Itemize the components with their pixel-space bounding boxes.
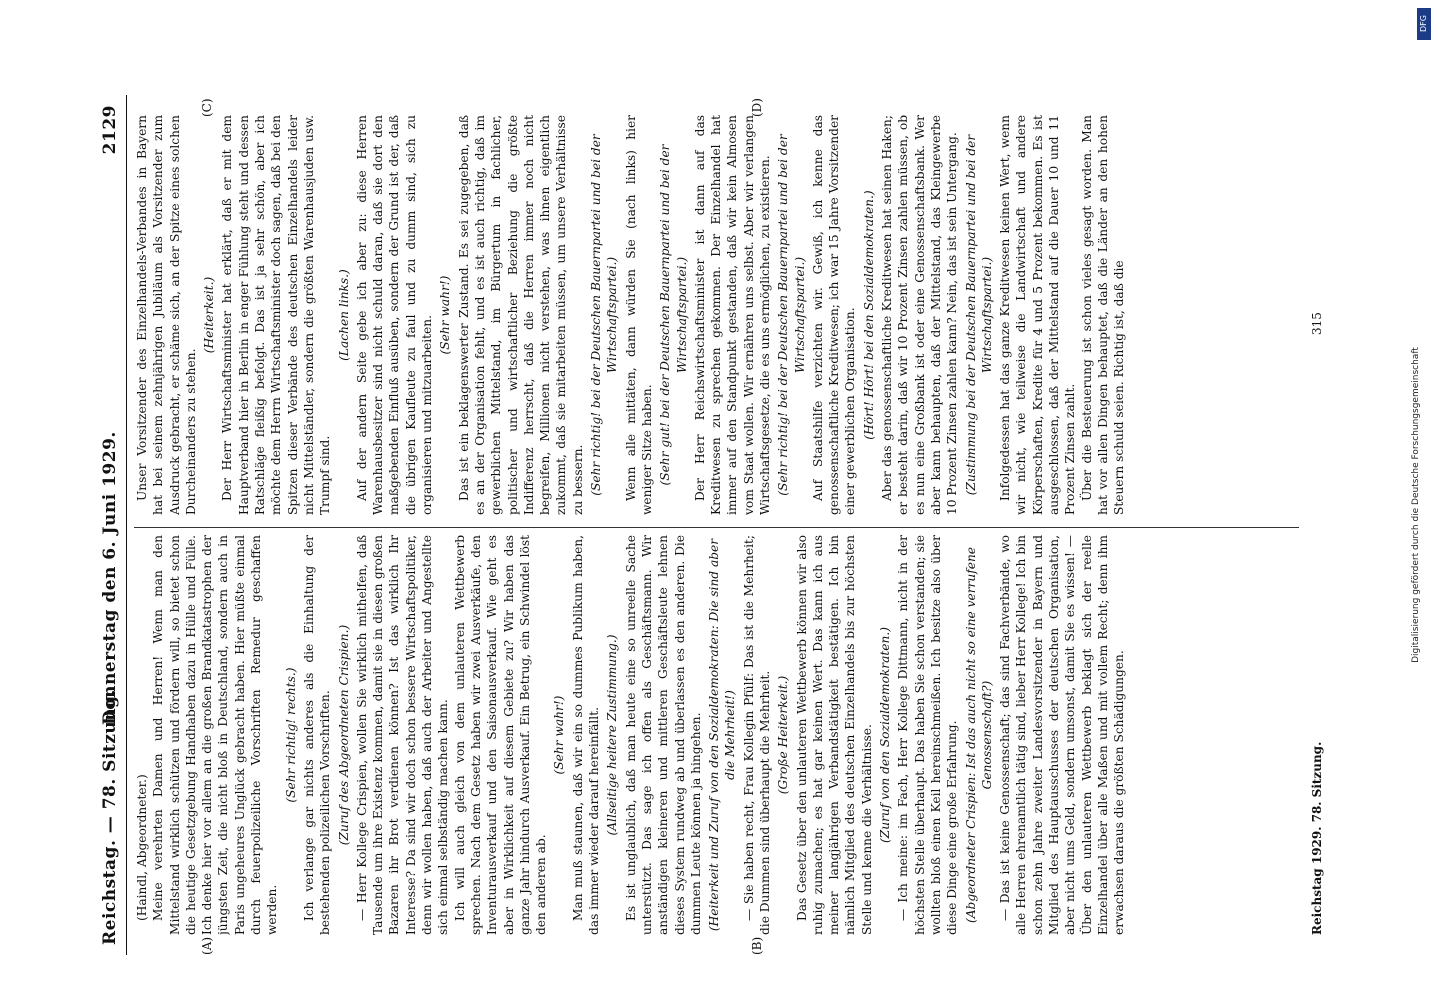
interjection: (Heiterkeit und Zuruf von den Sozialdemokraten: Die sind aber die Mehrheit!) <box>707 538 738 932</box>
paragraph: (Haindl, Abgeordneter.) <box>135 774 149 921</box>
paragraph: Unser Vorsitzender des Einzelhandels-Verbandes in Bayern hat bei seinem zehnjährigen Jubiläum als Vorsitzender zum Ausdruck gebracht, er schäme sich, an der Spitze eines solchen Durcheinanders zu stehen. <box>135 115 198 515</box>
paragraph: Es ist unglaublich, daß man heute eine so unreelle Sache unterstützt. Das sage ich offen als Geschäftsmann. Wir anständigen kleineren und mittleren Geschäftsleute lehnen dieses System rundweg ab und überlassen es den anderen. Die dummen Leute können ja hingehen. <box>623 535 703 935</box>
paragraph: Das ist ein beklagenswerter Zustand. Es sei zugegeben, daß es an der Organisation fehlt, und es ist auch richtig, daß im gewerblichen Mittelstand, im Bürgertum in fachlicher, politischer und wirtschaftlicher Beziehung die größte Indifferenz herrscht, daß die Herren immer noch nicht begreifen, Millionen nicht verstehen, was ihnen eigentlich zukommt, daß sie mitarbeiten müssen, um unsere Verhältnisse zu bessern. <box>456 115 585 515</box>
digitization-note: Digitalisierung gefördert durch die Deutsche Forschungsgemeinschaft <box>1411 347 1421 663</box>
paragraph: Über die Besteuerung ist schon vieles gesagt worden. Man hat vor allen Dingen behauptet, daß die Länder an den hohen Steuern schuld seien. Richtig ist, daß die <box>1079 115 1127 515</box>
header-rule <box>126 95 127 955</box>
interjection: (Zuruf des Abgeordneten Crispien.) <box>336 624 351 846</box>
marker-c: (C) <box>200 98 214 117</box>
marker-b: (B) <box>750 936 764 955</box>
header-left: Reichstag. — 78. Sitzung. <box>100 689 120 945</box>
interjection: (Sehr gut! bei der Deutschen Bauernpartei und bei der Wirtschaftspartei.) <box>658 144 689 486</box>
paragraph: — Das ist keine Genossenschaft; das sind Fachverbände, wo alle Herren ehrenamtlich tätig sind, lieber Herr Kollege! Ich bin schon zehn Jahre zweiter Landesvorsitzender in Bayern und Mitglied des Hauptausschusses der deutschen Organisation, aber nicht ums Geld, sondern umsonst, damit Sie es wissen! — Über den unlauteren Wettbewerb beklagt sich der reelle Einzelhandel über alle Maßen und mit vollem Recht; denn ihm erwachsen daraus die größten Schädigungen. <box>998 535 1127 935</box>
paragraph: Der Herr Reichswirtschaftsminister ist dann auf das Kreditwesen zu sprechen gekommen. Der Einzelhandel hat immer auf den Standpunkt gestanden, daß wir kein Almosen vom Staat wollen. Wir ernähren uns selbst. Aber wir verlangen Wirtschaftsgesetze, die es uns ermöglichen, zu existieren. <box>692 115 772 515</box>
marker-d: (D) <box>750 98 764 117</box>
interjection: (Lachen links.) <box>336 269 351 361</box>
paragraph: Auf Staatshilfe verzichten wir. Gewiß, ich kenne das genossenschaftliche Kreditwesen; ich war 15 Jahre Vorsitzender einer gewerblichen Organisation. <box>810 115 858 515</box>
interjection: (Hört! Hört! bei den Sozialdemokraten.) <box>861 190 876 440</box>
paragraph: — Herr Kollege Crispien, wollen Sie wirklich mithelfen, daß Tausende um ihre Existenz kommen, damit sie in diesen großen Bazaren ihr Brot verdienen können? Ist das wirklich Ihr Interesse? Da sind wir doch schon bessere Wirtschaftspolitiker, denn wir wollen haben, daß auch der Arbeiter und Angestellte sich einmal selbständig machen kann. <box>354 535 451 935</box>
interjection: (Sehr richtig! rechts.) <box>283 667 298 803</box>
page-header <box>100 95 124 955</box>
paragraph: Auf der andern Seite gebe ich aber zu: diese Herren Warenhausbesitzer sind nicht schuld daran, daß sie dort den maßgebenden Einfluß ausüben, sondern der Grund ist der, daß die übrigen Kaufleute zu faul und zu dumm sind, sich zu organisieren und mitzuarbeiten. <box>354 115 435 515</box>
interjection: (Sehr wahr!) <box>552 695 567 775</box>
marker-a: (A) <box>200 936 214 955</box>
paragraph: — Sie haben recht, Frau Kollegin Pfülf: Das ist die Mehrheit; die Dummen sind überhaupt die Mehrheit. <box>741 535 772 935</box>
left-column <box>134 535 1294 935</box>
page-inner <box>100 95 1366 955</box>
paragraph: Ich verlange gar nichts anderes als die Einhaltung der bestehenden polizeilichen Vorschriften. <box>301 535 333 935</box>
interjection: (Sehr wahr!) <box>438 275 453 355</box>
paragraph: Der Herr Wirtschaftsminister hat erklärt, daß er mit dem Hauptverband hier in Berlin in enger Fühlung steht und dessen Ratschläge fleißig befolgt. Das ist ja sehr schön, aber ich möchte dem Herrn Wirtschaftsminister doch sagen, daß bei den Spitzen dieser Verbände des deutschen Einzelhandels leider nicht Mittelständler, sondern die größten Warenhausjuden usw. Trumpf sind. <box>220 115 333 515</box>
interjection: (Heiterkeit.) <box>202 276 217 354</box>
paragraph: Aber das genossenschaftliche Kreditwesen hat seinen Haken; er besteht darin, daß wir 10 Prozent Zinsen zahlen müssen, ob es nun eine Großbank ist oder eine Genossenschaftsbank. Wer aber kann behaupten, daß der Mittelstand, das Kleingewerbe 10 Prozent Zinsen zahlen kann? Nein, das ist sein Untergang. <box>880 115 960 515</box>
footer-signature: 315 <box>1310 312 1324 335</box>
interjection: (Sehr richtig! bei der Deutschen Bauernpartei und bei der Wirtschaftspartei.) <box>776 134 807 496</box>
interjection: (Abgeordneter Crispien: Ist das auch nicht so eine verrufene Genossenschaft?) <box>963 546 994 924</box>
header-date: Donnerstag den 6. Juni 1929. <box>100 431 120 725</box>
interjection: (Allseitige heitere Zustimmung.) <box>605 634 620 836</box>
paragraph: Infolgedessen hat das ganze Kreditwesen keinen Wert, wenn wir nicht, wie teilweise die Landwirtschaft und andere Körperschaften, Kredite für 4 und 5 Prozent bekommen. Es ist ausgeschlossen, daß der Mittelstand auf die Dauer 10 und 11 Prozent Zinsen zahlt. <box>998 115 1078 515</box>
interjection: (Sehr richtig! bei der Deutschen Bauernpartei und bei der Wirtschaftspartei.) <box>589 134 620 496</box>
right-column <box>134 115 1294 515</box>
rotated-page <box>100 0 1324 955</box>
paragraph: Man muß staunen, daß wir ein so dummes Publikum haben, das immer wieder darauf hereinfällt. <box>570 535 602 935</box>
paragraph: Meine verehrten Damen und Herren! Wenn man den Mittelstand wirklich schützen und fördern will, so bietet schon die heutige Gesetzgebung Handhaben dazu in Hülle und Fülle. Ich denke hier vor allem an die großen Brandkatastrophen der jüngsten Zeit, die nicht bloß in Deutschland, sondern auch in Paris ungeheures Unglück gebracht haben. Hier müßte einmal durch feuerpolizeiliche Vorschriften Remedur geschaffen werden. <box>151 535 280 935</box>
interjection: (Zustimmung bei der Deutschen Bauernpartei und bei der Wirtschaftspartei.) <box>963 134 994 496</box>
digitization-sidebar <box>1411 0 1432 1000</box>
paragraph: Ich will auch gleich von dem unlauteren Wettbewerb sprechen. Nach dem Gesetz haben wir zwei Ausverkäufe, den Inventurausverkauf und den Saisonausverkauf. Wie geht es aber in Wirklichkeit auf diesem Gebiete zu? Wir haben das ganze Jahr hindurch Ausverkauf. Ein Betrug, ein Schwindel löst den anderen ab. <box>452 535 549 935</box>
interjection: (Zuruf von den Sozialdemokraten.) <box>878 627 893 843</box>
paragraph: — Ich meine: im Fach, Herr Kollege Dittmann, nicht in der höchsten Stelle überhaupt. Das haben Sie schon verstanden; sie wollten bloß einen Keil hereinschmeißen. Ich besitze also über diese Dinge eine große Erfahrung. <box>896 535 960 935</box>
column-divider <box>134 527 1299 528</box>
page-number: 2129 <box>100 105 120 155</box>
paragraph: Das Gesetz über den unlauteren Wettbewerb können wir also ruhig zumachen; es hat gar keinen Wert. Das kann ich aus meiner langjährigen Verbandstätigkeit bestätigen. Ich bin nämlich Mitglied des deutschen Einzelhandels bis zur höchsten Stelle und kenne die Verhältnisse. <box>794 535 874 935</box>
interjection: (Große Heiterkeit.) <box>776 675 791 795</box>
paragraph: Wenn alle mittäten, dann würden Sie (nach links) hier weniger Sitze haben. <box>623 115 654 515</box>
dfg-logo: DFG <box>1417 8 1431 40</box>
footer-left: Reichstag 1929. 78. Sitzung. <box>1310 741 1324 935</box>
